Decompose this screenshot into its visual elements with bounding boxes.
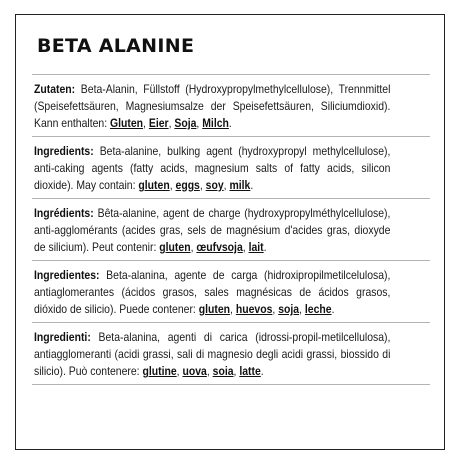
allergen-soja: soja	[278, 303, 300, 316]
allergen-gluten: Gluten	[110, 117, 144, 130]
allergen-soy: soy	[205, 179, 224, 192]
allergen-milch: Milch	[202, 117, 229, 130]
section-french-text: Bêta-alanine, agent de charge (hydroxypropylméthylcellulose), anti-agglomérants (acides gras, sels de magnésium d'acides gras, dioxyde de silicium). Peut contenir:	[34, 207, 391, 254]
section-english-text: Beta-alanine, bulking agent (hydroxypropyl methylcellulose), anti-caking agents (fatty acids, magnesium salts of fatty acids, silicon dioxide). May contain:	[34, 145, 391, 192]
section-spanish-label: Ingredientes:	[34, 269, 100, 282]
section-divider-3	[32, 260, 430, 261]
title-divider	[32, 74, 430, 75]
section-german: Zutaten: Beta-Alanin, Füllstoff (Hydroxypropylmethylcellulose), Trennmittel (Speisefettsäuren, Magnesiumsalze der Speisefettsäuren, Siliciumdioxid). Kann enthalten: Gluten, Eier, Soja, Milch.	[34, 83, 391, 130]
ingredient-label-card	[15, 14, 445, 450]
allergen-latte: latte	[239, 365, 261, 378]
section-french: Ingrédients: Bêta-alanine, agent de charge (hydroxypropylméthylcellulose), anti-agglomérants (acides gras, sels de magnésium d'acides gras, dioxyde de silicium). Peut contenir: gluten, œufvsoja, lait.	[34, 207, 391, 254]
section-english-label: Ingredients:	[34, 145, 94, 158]
section-spanish-text: Beta-alanina, agente de carga (hidroxipropilmetilcelulosa), antiaglomerantes (ácidos grasos, sales magnésicas de ácidos grasos, dióxido de silicio). Puede contener:	[34, 269, 391, 316]
section-english: Ingredients: Beta-alanine, bulking agent (hydroxypropyl methylcellulose), anti-caking agents (fatty acids, magnesium salts of fatty acids, silicon dioxide). May contain: gluten, eggs, soy, milk.	[34, 145, 391, 192]
section-divider-2	[32, 198, 430, 199]
section-italian-label: Ingredienti:	[34, 331, 91, 344]
section-divider-1	[32, 136, 430, 137]
allergen-huevos: huevos	[235, 303, 273, 316]
allergen-eier: Eier	[148, 117, 169, 130]
section-divider-4	[32, 322, 430, 323]
section-italian: Ingredienti: Beta-alanina, agenti di carica (idrossi-propil-metilcellulosa), antiagglomeranti (acidi grassi, sali di magnesio degli acidi grassi, biossido di silicio). Può contenere: glutine, uova, soia, latte.	[34, 331, 391, 378]
allergen-leche: leche	[304, 303, 332, 316]
allergen-eggs: eggs	[175, 179, 200, 192]
allergen-soja: Soja	[174, 117, 197, 130]
section-german-text: Beta-Alanin, Füllstoff (Hydroxypropylmethylcellulose), Trennmittel (Speisefettsäuren, Magnesiumsalze der Speisefettsäuren, Siliciumdioxid). Kann enthalten:	[34, 83, 391, 130]
allergen-soia: soia	[212, 365, 234, 378]
product-title: BETA ALANINE	[37, 35, 195, 57]
section-italian-text: Beta-alanina, agenti di carica (idrossi-propil-metilcellulosa), antiagglomeranti (acidi grassi, sali di magnesio degli acidi grassi, biossido di silicio). Può contenere:	[34, 331, 391, 378]
allergen-milk: milk	[229, 179, 251, 192]
allergen-glutine: glutine	[142, 365, 177, 378]
allergen-gluten: gluten	[159, 241, 191, 254]
section-german-label: Zutaten:	[34, 83, 76, 96]
allergen-gluten: gluten	[198, 303, 231, 316]
allergen-oeufvsoja: œufvsoja	[196, 241, 243, 254]
section-spanish: Ingredientes: Beta-alanina, agente de carga (hidroxipropilmetilcelulosa), antiaglomerantes (ácidos grasos, sales magnésicas de ácidos grasos, dióxido de silicio). Puede contener: gluten, huevos, soja, leche.	[34, 269, 391, 316]
allergen-lait: lait	[248, 241, 264, 254]
section-french-label: Ingrédients:	[34, 207, 94, 220]
allergen-gluten: gluten	[138, 179, 170, 192]
section-divider-5	[32, 384, 430, 385]
allergen-uova: uova	[182, 365, 207, 378]
